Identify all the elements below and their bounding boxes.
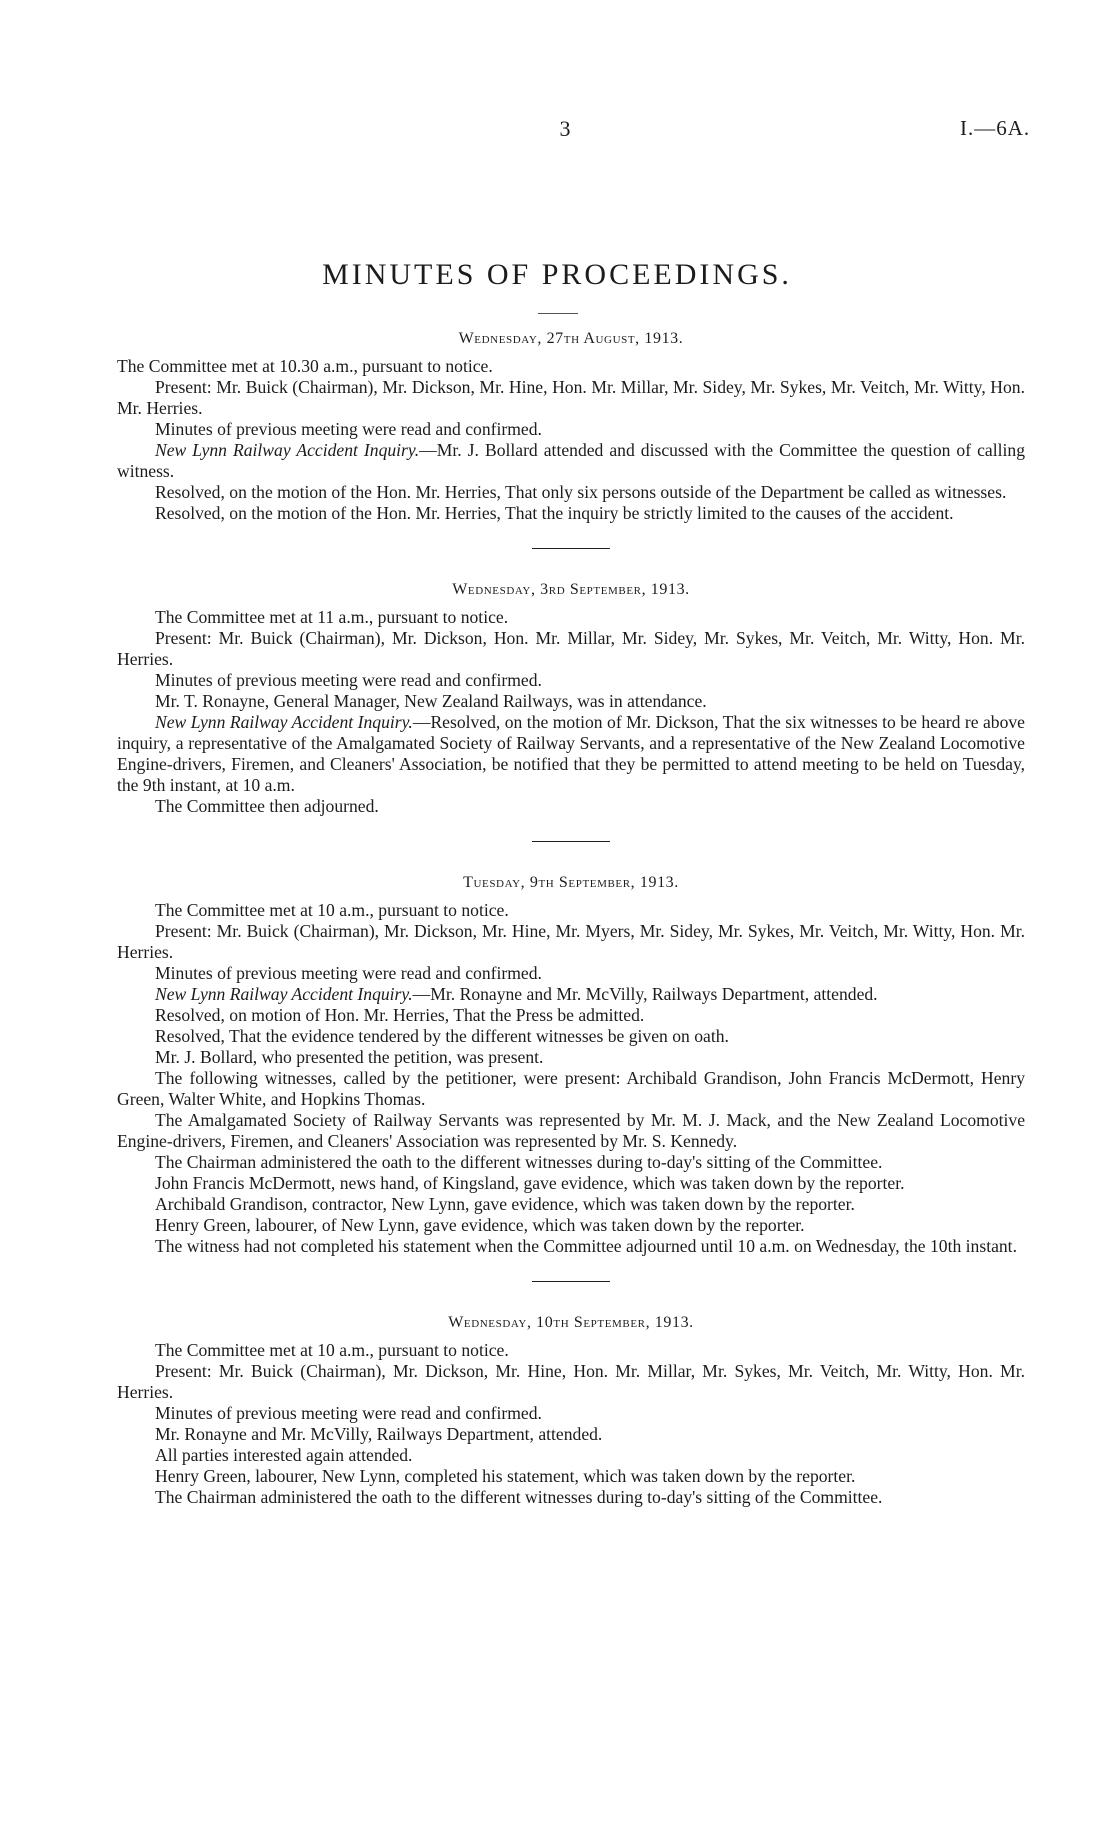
paragraph-text: Henry Green, labourer, of New Lynn, gave evidence, which was taken down by the reporter. [155, 1215, 805, 1235]
paragraph-text: The Amalgamated Society of Railway Servants was represented by Mr. M. J. Mack, and the New Zealand Locomotive Engine-drivers, Firemen, and Cleaners' Association was represented by Mr. S. Kennedy. [117, 1110, 1025, 1151]
meeting-section [117, 579, 1025, 817]
meeting-section [117, 328, 1025, 524]
minute-paragraph [117, 503, 1025, 524]
meeting-section [117, 1312, 1025, 1508]
paragraph-text: Minutes of previous meeting were read and confirmed. [155, 419, 542, 439]
minute-paragraph [117, 1403, 1025, 1424]
paragraph-text: The Chairman administered the oath to the different witnesses during to-day's sitting of the Committee. [155, 1152, 883, 1172]
minute-paragraph [117, 1194, 1025, 1215]
inquiry-heading: New Lynn Railway Accident Inquiry. [155, 440, 420, 460]
minute-paragraph [117, 1005, 1025, 1026]
minute-paragraph [117, 1236, 1025, 1257]
paragraph-text: The Committee met at 11 a.m., pursuant to notice. [155, 607, 509, 627]
paragraph-text: Minutes of previous meeting were read and confirmed. [155, 1403, 542, 1423]
minute-paragraph [117, 482, 1025, 503]
title-rule [538, 313, 578, 314]
paragraph-text: Archibald Grandison, contractor, New Lynn, gave evidence, which was taken down by the reporter. [155, 1194, 855, 1214]
minute-paragraph [117, 607, 1025, 628]
paragraph-text: Resolved, on the motion of the Hon. Mr. Herries, That the inquiry be strictly limited to the causes of the accident. [155, 503, 954, 523]
paragraph-text: Present: Mr. Buick (Chairman), Mr. Dickson, Mr. Hine, Hon. Mr. Millar, Mr. Sykes, Mr. Veitch, Mr. Witty, Hon. Mr. Herries. [117, 1361, 1025, 1402]
minute-paragraph [117, 1047, 1025, 1068]
minutes-body [117, 328, 1025, 1508]
minute-paragraph [117, 1361, 1025, 1403]
page-title: MINUTES OF PROCEEDINGS. [322, 258, 792, 291]
section-separator [532, 1281, 610, 1282]
minute-paragraph [117, 712, 1025, 796]
paragraph-text: Present: Mr. Buick (Chairman), Mr. Dickson, Mr. Hine, Mr. Myers, Mr. Sidey, Mr. Sykes, Mr. Veitch, Mr. Witty, Hon. Mr. Herries. [117, 921, 1025, 962]
minute-paragraph [117, 963, 1025, 984]
section-separator [532, 548, 610, 549]
minute-paragraph [117, 1068, 1025, 1110]
paragraph-text: —Mr. J. Bollard attended and discussed with the Committee the question of calling witness. [117, 440, 1025, 481]
paragraph-text: Resolved, on the motion of the Hon. Mr. Herries, That only six persons outside of the Department be called as witnesses. [155, 482, 1007, 502]
minute-paragraph [117, 1110, 1025, 1152]
paragraph-text: The witness had not completed his statement when the Committee adjourned until 10 a.m. on Wednesday, the 10th instant. [155, 1236, 1017, 1256]
paragraph-text: The Committee met at 10.30 a.m., pursuant to notice. [117, 356, 493, 376]
minute-paragraph [117, 1215, 1025, 1236]
minute-paragraph [117, 356, 1025, 377]
meeting-section [117, 872, 1025, 1257]
minute-paragraph [117, 670, 1025, 691]
paragraph-text: The Committee met at 10 a.m., pursuant to notice. [155, 900, 509, 920]
minute-paragraph [117, 796, 1025, 817]
paragraph-text: Present: Mr. Buick (Chairman), Mr. Dickson, Hon. Mr. Millar, Mr. Sidey, Mr. Sykes, Mr. Veitch, Mr. Witty, Hon. Mr. Herries. [117, 628, 1025, 669]
paragraph-text: Minutes of previous meeting were read and confirmed. [155, 670, 542, 690]
paragraph-text: Resolved, on motion of Hon. Mr. Herries, That the Press be admitted. [155, 1005, 645, 1025]
minute-paragraph [117, 691, 1025, 712]
minute-paragraph [117, 1340, 1025, 1361]
minute-paragraph [117, 1487, 1025, 1508]
meeting-date: Wednesday, 3rd September, 1913. [452, 581, 690, 598]
paragraph-text: The Committee met at 10 a.m., pursuant to notice. [155, 1340, 509, 1360]
meeting-date: Wednesday, 27th August, 1913. [458, 330, 684, 347]
minute-paragraph [117, 1445, 1025, 1466]
minute-paragraph [117, 419, 1025, 440]
minute-paragraph [117, 921, 1025, 963]
page-number: 3 [559, 116, 571, 141]
paragraph-text: All parties interested again attended. [155, 1445, 413, 1465]
paragraph-text: Present: Mr. Buick (Chairman), Mr. Dickson, Mr. Hine, Hon. Mr. Millar, Mr. Sidey, Mr. Sykes, Mr. Veitch, Mr. Witty, Hon. Mr. Herries. [117, 377, 1025, 418]
minute-paragraph [117, 440, 1025, 482]
paragraph-text: Mr. J. Bollard, who presented the petition, was present. [155, 1047, 544, 1067]
minute-paragraph [117, 377, 1025, 419]
paragraph-text: —Mr. Ronayne and Mr. McVilly, Railways Department, attended. [412, 984, 878, 1004]
minute-paragraph [117, 628, 1025, 670]
minute-paragraph [117, 900, 1025, 921]
paragraph-text: The following witnesses, called by the petitioner, were present: Archibald Grandison, John Francis McDermott, Henry Green, Walter White, and Hopkins Thomas. [117, 1068, 1025, 1109]
paragraph-text: John Francis McDermott, news hand, of Kingsland, gave evidence, which was taken down by the reporter. [155, 1173, 905, 1193]
paragraph-text: —Resolved, on the motion of Mr. Dickson, That the six witnesses to be heard re above inquiry, a representative of the Amalgamated Society of Railway Servants, and a representative of the New Zealand Locomotive Engine-drivers, Firemen, and Cleaners' Association, be notified that they be permitted to attend meeting to be held on Tuesday, the 9th instant, at 10 a.m. [117, 712, 1025, 795]
paragraph-text: Mr. T. Ronayne, General Manager, New Zealand Railways, was in attendance. [155, 691, 707, 711]
paragraph-text: Resolved, That the evidence tendered by the different witnesses be given on oath. [155, 1026, 729, 1046]
meeting-date: Wednesday, 10th September, 1913. [448, 1314, 694, 1331]
paragraph-text: Henry Green, labourer, New Lynn, completed his statement, which was taken down by the reporter. [155, 1466, 856, 1486]
inquiry-heading: New Lynn Railway Accident Inquiry. [155, 984, 413, 1004]
paragraph-text: The Chairman administered the oath to the different witnesses during to-day's sitting of the Committee. [155, 1487, 883, 1507]
minute-paragraph [117, 984, 1025, 1005]
paragraph-text: The Committee then adjourned. [155, 796, 379, 816]
minute-paragraph [117, 1026, 1025, 1047]
document-reference: I.—6A. [960, 116, 1031, 140]
paragraph-text: Minutes of previous meeting were read and confirmed. [155, 963, 542, 983]
paragraph-text: Mr. Ronayne and Mr. McVilly, Railways Department, attended. [155, 1424, 603, 1444]
minute-paragraph [117, 1173, 1025, 1194]
meeting-date: Tuesday, 9th September, 1913. [463, 874, 679, 891]
inquiry-heading: New Lynn Railway Accident Inquiry. [155, 712, 413, 732]
minute-paragraph [117, 1424, 1025, 1445]
minute-paragraph [117, 1466, 1025, 1487]
minute-paragraph [117, 1152, 1025, 1173]
section-separator [532, 841, 610, 842]
